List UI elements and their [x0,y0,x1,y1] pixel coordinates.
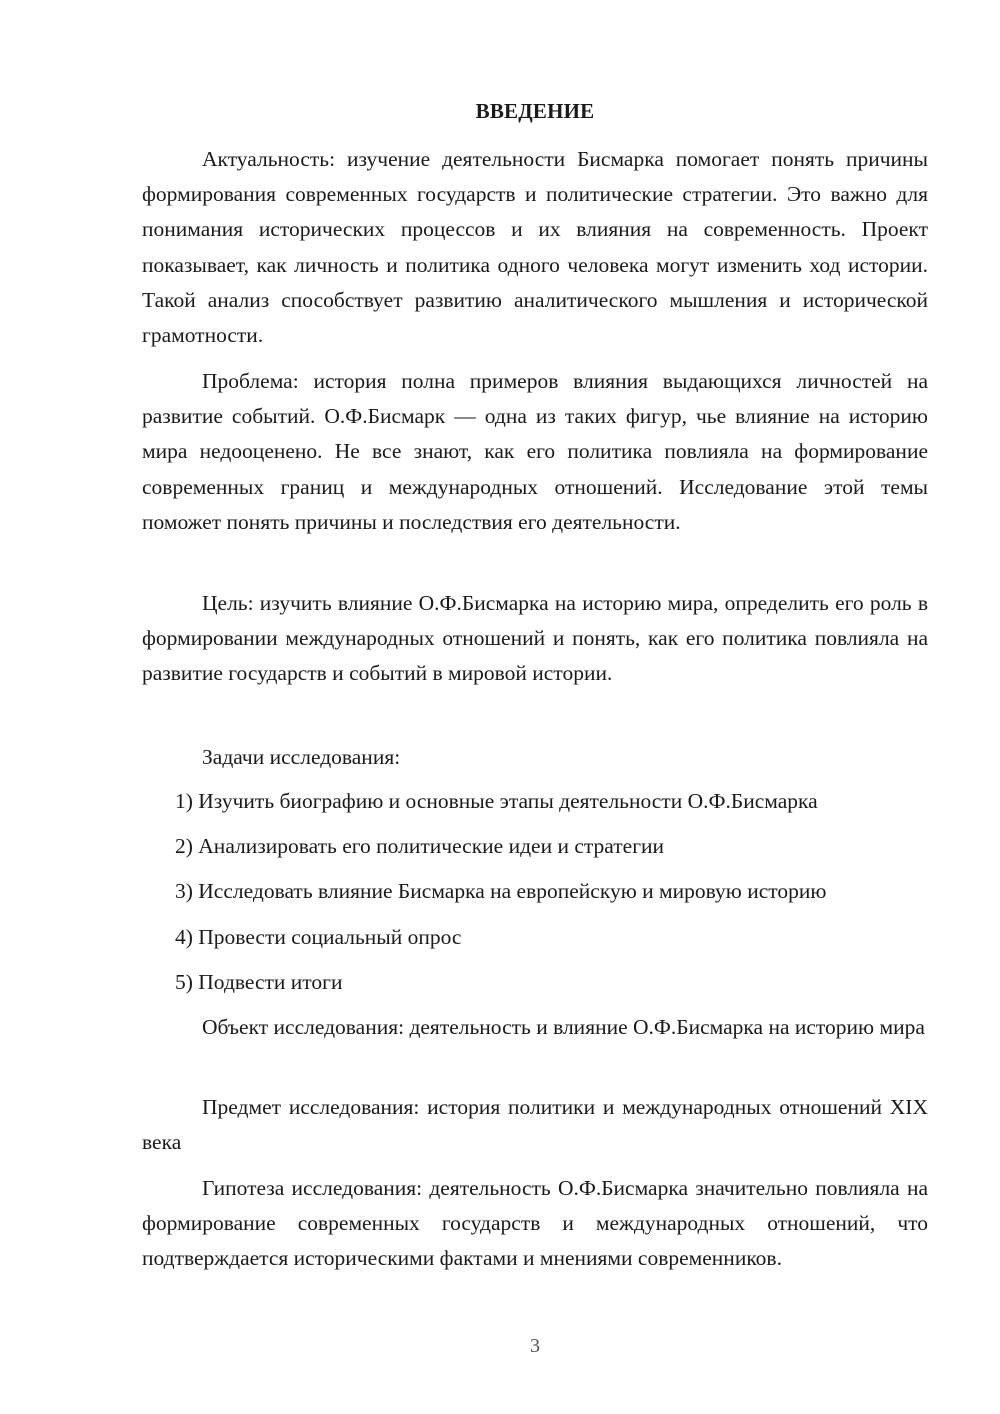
list-item-task-1: 1) Изучить биографию и основные этапы деятельности О.Ф.Бисмарка [175,789,818,813]
paragraph-goal: Цель: изучить влияние О.Ф.Бисмарка на историю мира, определить его роль в формировании международных отношений и понять, как его политика повлияла на развитие государств и событий в мировой истории. [142,591,928,686]
paragraph-relevance: Актуальность: изучение деятельности Бисмарка помогает понять причины формирования современных государств и политические стратегии. Это важно для понимания исторических процессов и их влияния на современность. Проект показывает, как личность и политика одного человека могут изменить ход истории. Такой анализ способствует развитию аналитического мышления и исторической грамотности. [142,147,928,348]
section-title: ВВЕДЕНИЕ [475,99,595,123]
list-item-task-3: 3) Исследовать влияние Бисмарка на европейскую и мировую историю [175,879,827,903]
list-item-task-5: 5) Подвести итоги [175,970,343,994]
paragraph-hypothesis: Гипотеза исследования: деятельность О.Ф.Бисмарка значительно повлияла на формирование современных государств и международных отношений, что подтверждается историческими фактами и мнениями современников. [142,1176,928,1271]
paragraph-problem: Проблема: история полна примеров влияния выдающихся личностей на развитие событий. О.Ф.Бисмарк — одна из таких фигур, чье влияние на историю мира недооценено. Не все знают, как его политика повлияла на формирование современных границ и международных отношений. Исследование этой темы поможет понять причины и последствия его деятельности. [142,369,928,534]
list-item-task-4: 4) Провести социальный опрос [175,925,462,949]
paragraph-object: Объект исследования: деятельность и влияние О.Ф.Бисмарка на историю мира [202,1015,925,1039]
list-item-task-2: 2) Анализировать его политические идеи и стратегии [175,834,665,858]
paragraph-subject: Предмет исследования: история политики и международных отношений XIX века [142,1095,928,1155]
page-number: 3 [530,1335,540,1357]
tasks-heading: Задачи исследования: [202,745,401,769]
document-page [142,0,928,1414]
